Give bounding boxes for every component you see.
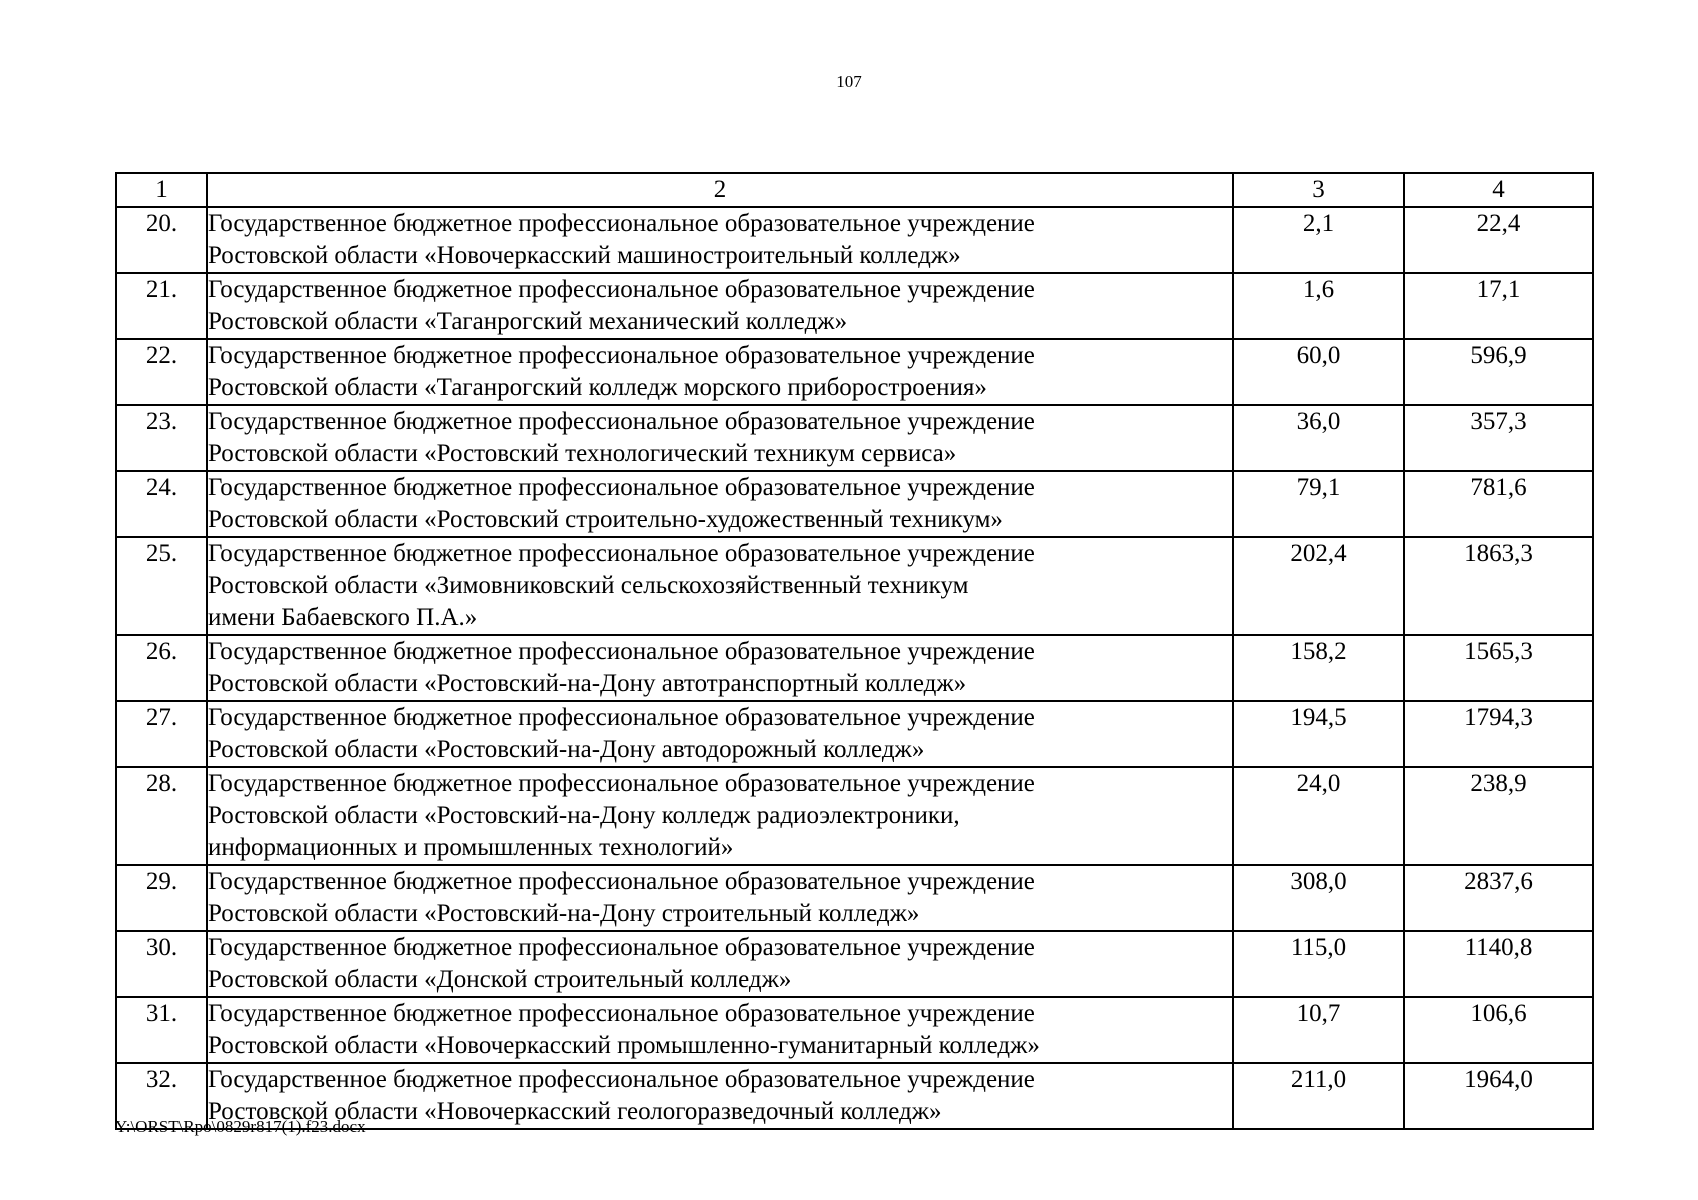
value-col3: 158,2 [1233, 635, 1404, 701]
table-row [116, 931, 1593, 997]
row-number: 31. [116, 997, 207, 1063]
institution-name-line: Ростовской области «Донской строительный колледж» [208, 966, 792, 993]
table-row [116, 701, 1593, 767]
institution-name-line: Государственное бюджетное профессиональное образовательное учреждение [208, 704, 1035, 731]
institution-name-line: Государственное бюджетное профессиональное образовательное учреждение [208, 408, 1035, 435]
institution-name-line: Государственное бюджетное профессиональное образовательное учреждение [208, 474, 1035, 501]
value-col4: 1863,3 [1404, 537, 1593, 635]
value-col3: 10,7 [1233, 997, 1404, 1063]
value-col4: 17,1 [1404, 273, 1593, 339]
row-number: 28. [116, 767, 207, 865]
table-row [116, 767, 1593, 865]
value-col4: 1794,3 [1404, 701, 1593, 767]
table-row [116, 997, 1593, 1063]
value-col4: 106,6 [1404, 997, 1593, 1063]
institution-name-line: Ростовской области «Зимовниковский сельскохозяйственный техникум [208, 572, 969, 599]
institution-name-line: Ростовской области «Таганрогский колледж морского приборостроения» [208, 374, 987, 401]
institution-name [207, 865, 1233, 931]
value-col3: 202,4 [1233, 537, 1404, 635]
value-col4: 238,9 [1404, 767, 1593, 865]
row-number: 32. [116, 1063, 207, 1129]
institution-name [207, 635, 1233, 701]
document-file-path: Y:\ORST\Rpo\0829r817(1).f23.docx [115, 1117, 366, 1136]
table-row [116, 405, 1593, 471]
header-cell-col2: 2 [207, 173, 1233, 207]
value-col4: 781,6 [1404, 471, 1593, 537]
row-number: 30. [116, 931, 207, 997]
value-col4: 1964,0 [1404, 1063, 1593, 1129]
institution-name-line: Ростовской области «Ростовский строительно-художественный техникум» [208, 506, 1003, 533]
institution-name [207, 471, 1233, 537]
value-col3: 36,0 [1233, 405, 1404, 471]
value-col4: 1140,8 [1404, 931, 1593, 997]
institution-name [207, 997, 1233, 1063]
institution-name [207, 931, 1233, 997]
institution-name-line: имени Бабаевского П.А.» [208, 604, 478, 631]
value-col3: 24,0 [1233, 767, 1404, 865]
institution-name-line: Ростовской области «Таганрогский механический колледж» [208, 308, 848, 335]
institution-name-line: Государственное бюджетное профессиональное образовательное учреждение [208, 210, 1035, 237]
row-number: 26. [116, 635, 207, 701]
value-col4: 1565,3 [1404, 635, 1593, 701]
institution-name-line: Государственное бюджетное профессиональное образовательное учреждение [208, 276, 1035, 303]
table-header-row [116, 173, 1593, 207]
row-number: 25. [116, 537, 207, 635]
institution-name-line: Ростовской области «Ростовский-на-Дону строительный колледж» [208, 900, 920, 927]
institution-name-line: Государственное бюджетное профессиональное образовательное учреждение [208, 934, 1035, 961]
table-row [116, 471, 1593, 537]
table-row [116, 635, 1593, 701]
value-col3: 1,6 [1233, 273, 1404, 339]
institution-name [207, 701, 1233, 767]
value-col3: 308,0 [1233, 865, 1404, 931]
institution-name [207, 767, 1233, 865]
value-col4: 2837,6 [1404, 865, 1593, 931]
value-col3: 60,0 [1233, 339, 1404, 405]
table-row [116, 207, 1593, 273]
value-col4: 357,3 [1404, 405, 1593, 471]
institution-name-line: Государственное бюджетное профессиональное образовательное учреждение [208, 1066, 1035, 1093]
institution-name-line: Государственное бюджетное профессиональное образовательное учреждение [208, 868, 1035, 895]
value-col4: 22,4 [1404, 207, 1593, 273]
table-row [116, 865, 1593, 931]
value-col3: 194,5 [1233, 701, 1404, 767]
institution-name-line: Ростовской области «Ростовский-на-Дону автотранспортный колледж» [208, 670, 967, 697]
table-row [116, 339, 1593, 405]
row-number: 20. [116, 207, 207, 273]
row-number: 29. [116, 865, 207, 931]
row-number: 23. [116, 405, 207, 471]
table-row [116, 537, 1593, 635]
institution-name-line: Государственное бюджетное профессиональное образовательное учреждение [208, 638, 1035, 665]
institution-name-line: Ростовской области «Новочеркасский геологоразведочный колледж» [208, 1098, 942, 1125]
row-number: 22. [116, 339, 207, 405]
institution-name-line: информационных и промышленных технологий» [208, 834, 734, 861]
header-cell-col4: 4 [1404, 173, 1593, 207]
institution-name-line: Государственное бюджетное профессиональное образовательное учреждение [208, 540, 1035, 567]
table-row [116, 273, 1593, 339]
value-col4: 596,9 [1404, 339, 1593, 405]
value-col3: 115,0 [1233, 931, 1404, 997]
value-col3: 2,1 [1233, 207, 1404, 273]
page-number: 107 [836, 72, 862, 91]
row-number: 27. [116, 701, 207, 767]
value-col3: 211,0 [1233, 1063, 1404, 1129]
institution-name [207, 405, 1233, 471]
row-number: 24. [116, 471, 207, 537]
institution-name-line: Государственное бюджетное профессиональное образовательное учреждение [208, 1000, 1035, 1027]
row-number: 21. [116, 273, 207, 339]
institution-name-line: Государственное бюджетное профессиональное образовательное учреждение [208, 770, 1035, 797]
institution-name-line: Ростовской области «Новочеркасский машиностроительный колледж» [208, 242, 961, 269]
header-cell-col3: 3 [1233, 173, 1404, 207]
institution-name-line: Государственное бюджетное профессиональное образовательное учреждение [208, 342, 1035, 369]
value-col3: 79,1 [1233, 471, 1404, 537]
institution-name-line: Ростовской области «Ростовский технологический техникум сервиса» [208, 440, 957, 467]
data-table [115, 172, 1594, 1130]
institution-name-line: Ростовской области «Новочеркасский промышленно-гуманитарный колледж» [208, 1032, 1040, 1059]
institution-name [207, 207, 1233, 273]
institution-name [207, 273, 1233, 339]
institution-name-line: Ростовской области «Ростовский-на-Дону колледж радиоэлектроники, [208, 802, 960, 829]
header-cell-col1: 1 [116, 173, 207, 207]
institution-name-line: Ростовской области «Ростовский-на-Дону автодорожный колледж» [208, 736, 925, 763]
institution-name [207, 339, 1233, 405]
institution-name [207, 537, 1233, 635]
